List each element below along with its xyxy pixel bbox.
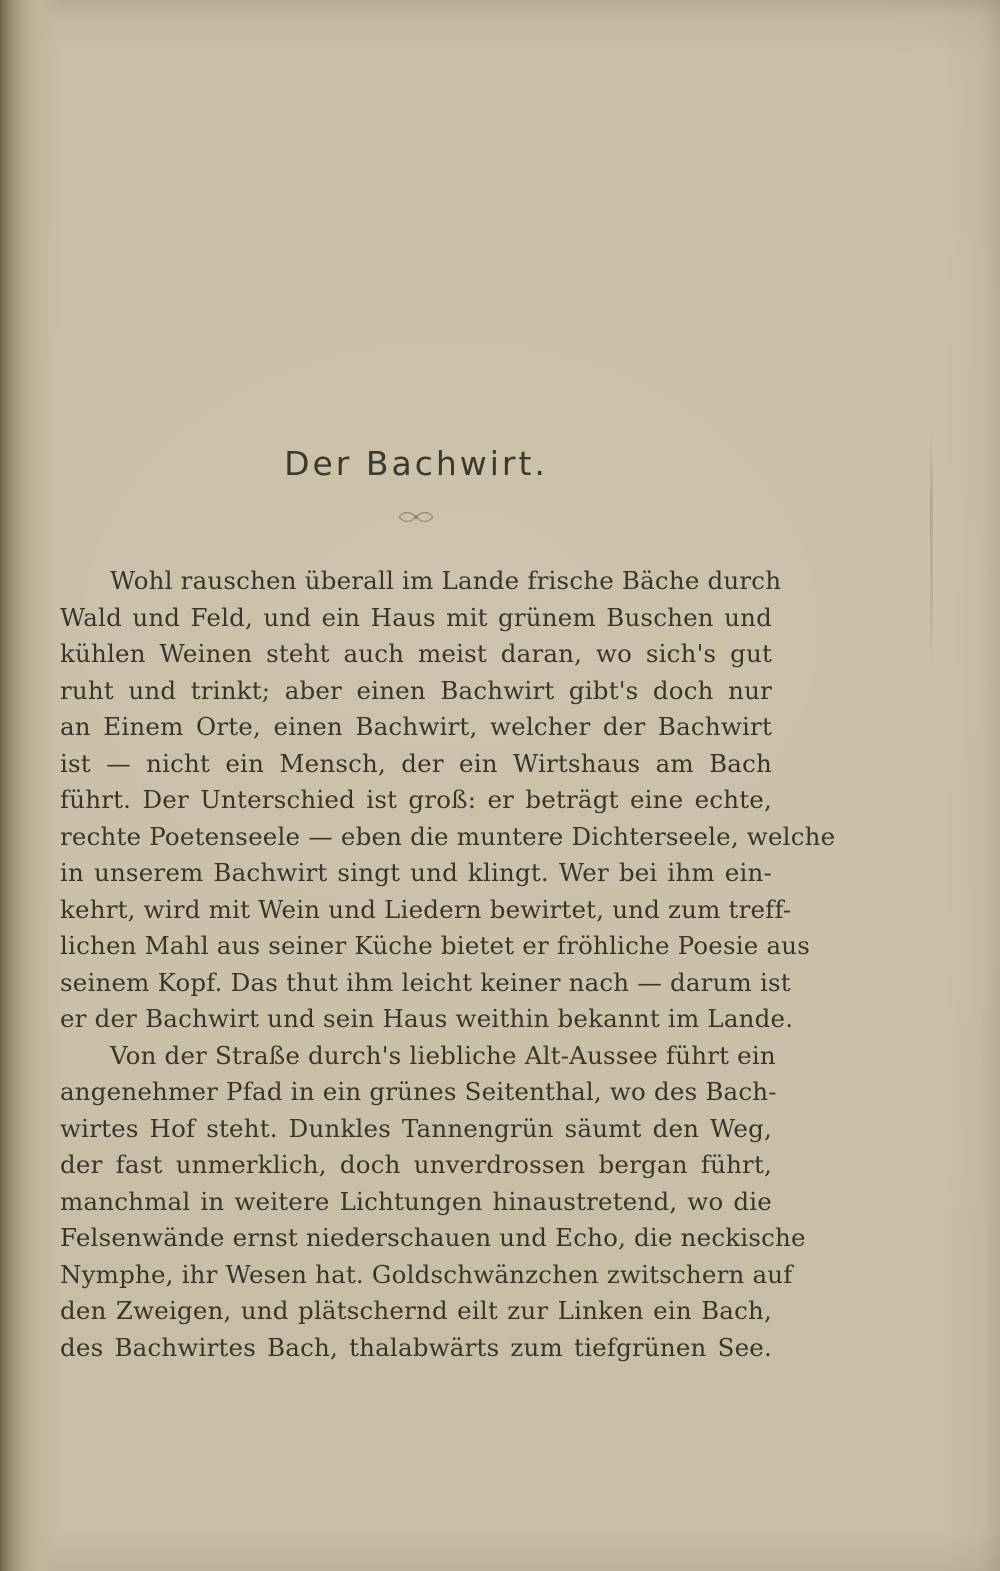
text-block [60, 563, 836, 1366]
paragraph [60, 1038, 806, 1367]
text-line: des Bachwirtes Bach, thalabwärts zum tiefgrünen See. [60, 1332, 772, 1362]
text-line: führt. Der Unterschied ist groß: er beträgt eine echte, [60, 785, 772, 814]
text-line: Felsenwände ernst niederschauen und Echo, die neckische [60, 1223, 806, 1252]
text-line: Wohl rauschen überall im Lande frische Bäche durch [110, 566, 782, 595]
text-line: manchmal in weitere Lichtungen hinaustretend, wo die [60, 1186, 772, 1216]
text-line: den Zweigen, und plätschernd eilt zur Linken ein Bach, [60, 1296, 772, 1325]
text-line: an Einem Orte, einen Bachwirt, welcher der Bachwirt [60, 712, 772, 741]
vignette-ornament-icon [396, 510, 436, 529]
text-line: angenehmer Pfad in ein grünes Seitenthal, wo des Bach- [60, 1077, 777, 1106]
page-left-edge-shadow [0, 0, 60, 1571]
scan-flaw-mark [930, 430, 933, 670]
ornament-container [60, 509, 772, 529]
text-line: lichen Mahl aus seiner Küche bietet er fröhliche Poesie aus [60, 931, 811, 960]
page-right-edge-shadow [920, 0, 1000, 1571]
text-line: der fast unmerklich, doch unverdrossen bergan führt, [60, 1150, 772, 1179]
text-line: seinem Kopf. Das thut ihm leicht keiner nach — darum ist [60, 967, 791, 997]
text-line: Von der Straße durch's liebliche Alt-Aussee führt ein [110, 1040, 776, 1070]
text-line: wirtes Hof steht. Dunkles Tannengrün säumt den Weg, [60, 1113, 772, 1143]
paragraph [60, 563, 836, 1038]
text-line: ruht und trinkt; aber einen Bachwirt gibt's doch nur [60, 675, 772, 705]
chapter-title: Der Bachwirt. [284, 444, 548, 483]
page-content [60, 0, 836, 1366]
text-line: er der Bachwirt und sein Haus weithin bekannt im Lande. [60, 1004, 794, 1033]
text-line: Nymphe, ihr Wesen hat. Goldschwänzchen zwitschern auf [60, 1259, 793, 1289]
text-line: kehrt, wird mit Wein und Liedern bewirtet, und zum treff- [60, 894, 792, 924]
text-line: in unserem Bachwirt singt und klingt. Wer bei ihm ein- [60, 858, 772, 887]
text-line: Wald und Feld, und ein Haus mit grünem Buschen und [60, 602, 772, 632]
text-line: ist — nicht ein Mensch, der ein Wirtshaus am Bach [60, 748, 772, 778]
text-line: rechte Poetenseele — eben die muntere Dichterseele, welche [60, 821, 836, 851]
text-line: kühlen Weinen steht auch meist daran, wo sich's gut [60, 639, 772, 668]
